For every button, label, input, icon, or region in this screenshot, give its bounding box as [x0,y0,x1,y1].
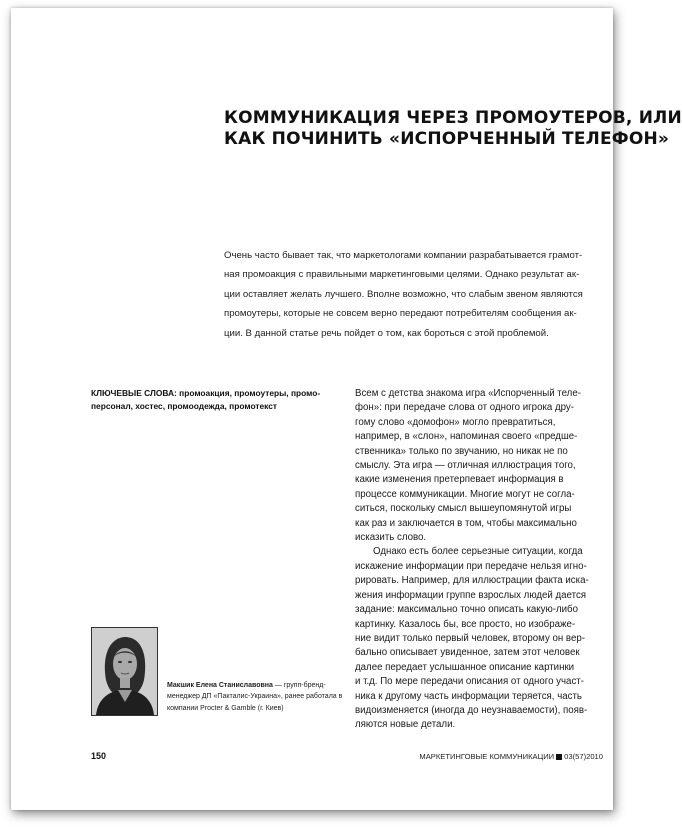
body-line: видоизменяется (иногда до неузнаваемости), появ- [355,704,588,716]
author-photo [91,627,158,716]
journal-name: МАРКЕТИНГОВЫЕ КОММУНИКАЦИИ [419,752,555,761]
body-line: жения информации группе взрослых людей дается [355,589,587,601]
body-line: процессе коммуникации. Многие могут не согла- [355,488,575,500]
lead-line: промоутеры, которые не совсем верно передают потребителям сообщения ак- [224,308,577,320]
body-line: смыслу. Эта игра — отличная иллюстрация того, [355,460,576,472]
article-body [355,387,605,733]
body-line: как раз и заключается в том, чтобы максимально [355,517,577,529]
issue-number: 03(57)2010 [564,752,603,761]
body-line: и т.д. По мере передачи описания от одного участ- [355,676,584,688]
body-line: фон»: при передаче слова от одного игрока дру- [355,402,574,414]
body-line: ситься, поскольку смысл вышеупомянутой игры [355,503,572,515]
author-bio [167,680,343,714]
author-portrait-icon [92,628,157,715]
body-line: искажение информации при передаче нельзя игно- [355,560,587,572]
article-lead [224,246,602,343]
body-line: Однако есть более серьезные ситуации, когда [373,546,583,558]
body-line: например, в «слон», напоминая своего «предше- [355,431,578,443]
body-line: Всем с детства знакома игра «Испорченный теле- [355,388,581,399]
body-line: задание: максимально точно описать какую-либо [355,604,578,616]
author-name: Макшик Елена Станиславовна [167,682,273,689]
body-line: исказить слово. [355,532,427,544]
body-line: бально описывает увиденное, затем этот человек [355,647,580,659]
article-title [224,108,682,150]
lead-line: ции. В данной статье речь пойдет о том, как бороться с этой проблемой. [224,327,549,339]
title-line: КАК ПОЧИНИТЬ «ИСПОРЧЕННЫЙ ТЕЛЕФОН» [224,129,670,149]
body-line: какие изменения претерпевает информация в [355,474,564,486]
author-bio-line3: компании Procter & Gamble (г. Киев) [167,704,284,712]
author-role: — групп-бренд- [274,682,326,689]
body-line: ние видит только первый человек, второму он вер- [355,632,585,644]
body-line: гому слово «домофон» могло превратиться, [355,416,556,428]
body-line: ляются новые детали. [355,719,456,731]
keywords-line: персонал, хостес, промоодежда, промотекст [91,400,277,411]
journal-footer [403,752,603,761]
body-line: картинку. Казалось бы, все просто, но изображе- [355,618,576,630]
lead-line: ции оставляет желать лучшего. Вполне возможно, что слабым звеном являются [224,288,583,300]
square-icon [556,754,562,760]
author-bio-line1 [167,680,337,691]
body-line: ника к другому часть информации теряется, часть [355,690,582,702]
keywords [91,387,326,412]
body-line: далее передает услышанное описание картинки [355,661,575,673]
body-line: ственника» только по звучанию, но никак не по [355,445,568,457]
keywords-line: КЛЮЧЕВЫЕ СЛОВА: промоакция, промоутеры, промо- [91,388,321,398]
journal-page [11,8,682,810]
title-line: КОММУНИКАЦИЯ ЧЕРЕЗ ПРОМОУТЕРОВ, ИЛИ [224,108,682,128]
lead-line: Очень часто бывает так, что маркетологами компании разрабатывается грамот- [224,250,583,261]
body-line: рировать. Например, для иллюстрации факта иска- [355,575,589,587]
lead-line: ная промоакция с правильными маркетинговыми целями. Однако результат ак- [224,269,580,281]
author-bio-line2: менеджер ДП «Пакталис-Украина», ранее работала в [167,693,343,701]
page-number: 150 [91,751,107,761]
